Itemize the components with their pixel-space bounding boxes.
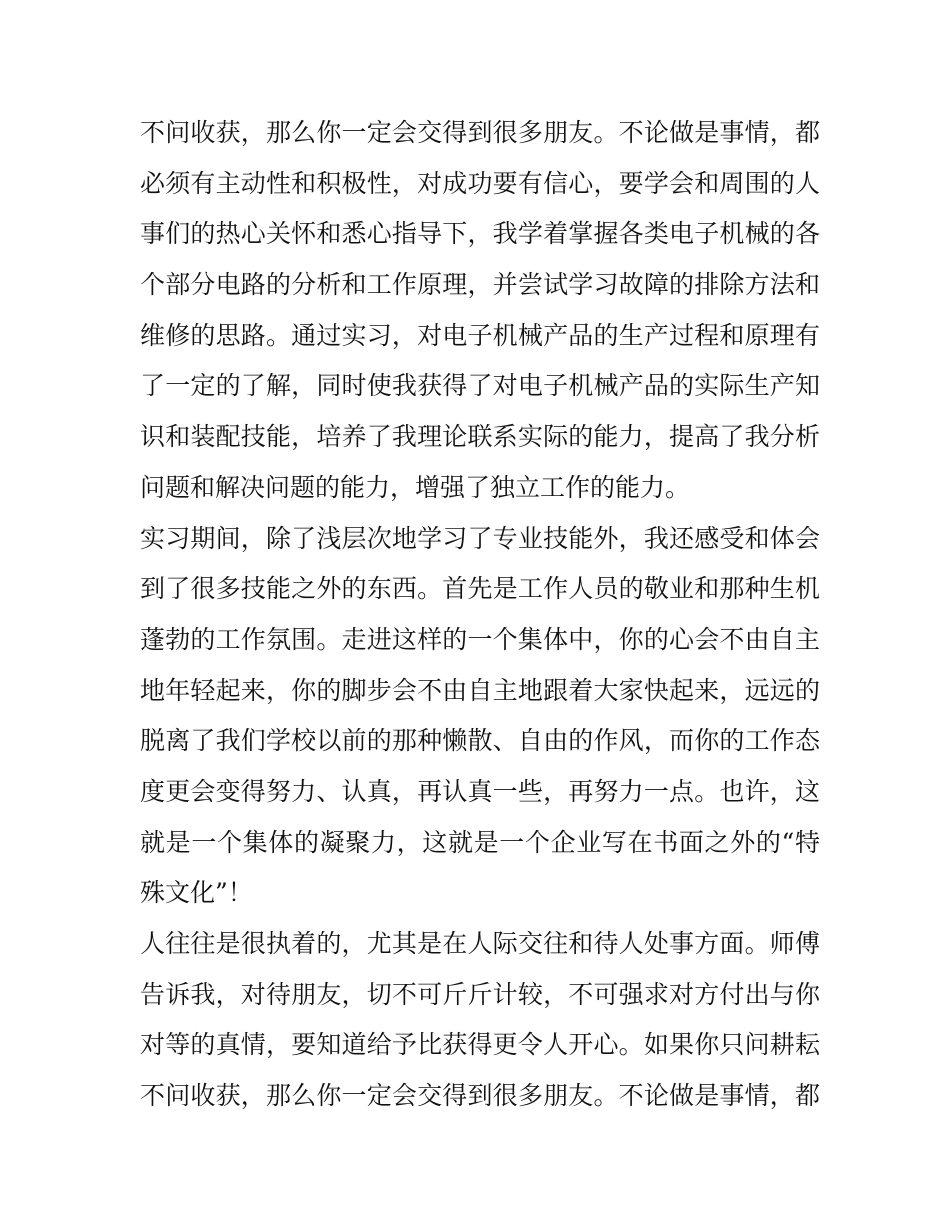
text-line: 蓬勃的工作氛围。走进这样的一个集体中，你的心会不由自主 — [140, 624, 820, 654]
text-line: 就是一个集体的凝聚力，这就是一个企业写在书面之外的“特 — [140, 827, 820, 857]
text-line: 了一定的了解，同时使我获得了对电子机械产品的实际生产知 — [140, 371, 820, 401]
text-line: 不问收获，那么你一定会交得到很多朋友。不论做是事情，都 — [140, 1081, 820, 1111]
text-line: 问题和解决问题的能力，增强了独立工作的能力。 — [140, 472, 691, 502]
text-line: 识和装配技能，培养了我理论联系实际的能力，提高了我分析 — [140, 422, 820, 452]
text-line: 人往往是很执着的，尤其是在人际交往和待人处事方面。师傅 — [140, 929, 820, 958]
text-line: 告诉我，对待朋友，切不可斤斤计较，不可强求对方付出与你 — [140, 979, 820, 1009]
text-line: 个部分电路的分析和工作原理，并尝试学习故障的排除方法和 — [140, 270, 820, 300]
text-line: 实习期间，除了浅层次地学习了专业技能外，我还感受和体会 — [140, 523, 820, 553]
text-line: 殊文化”！ — [140, 878, 253, 908]
text-line: 必须有主动性和积极性，对成功要有信心，要学会和周围的人 — [140, 168, 820, 198]
body-text — [140, 108, 820, 1122]
text-line: 对等的真情，要知道给予比获得更令人开心。如果你只问耕耘 — [140, 1030, 820, 1060]
text-line: 不问收获，那么你一定会交得到很多朋友。不论做是事情，都 — [140, 118, 820, 147]
text-line: 脱离了我们学校以前的那种懒散、自由的作风，而你的工作态 — [140, 726, 820, 756]
text-line: 维修的思路。通过实习，对电子机械产品的生产过程和原理有 — [140, 320, 820, 350]
text-line: 度更会变得努力、认真，再认真一些，再努力一点。也许，这 — [140, 776, 820, 806]
text-line: 事们的热心关怀和悉心指导下，我学着掌握各类电子机械的各 — [140, 219, 820, 249]
text-line: 地年轻起来，你的脚步会不由自主地跟着大家快起来，远远的 — [140, 675, 820, 705]
text-line: 到了很多技能之外的东西。首先是工作人员的敬业和那种生机 — [140, 574, 820, 604]
